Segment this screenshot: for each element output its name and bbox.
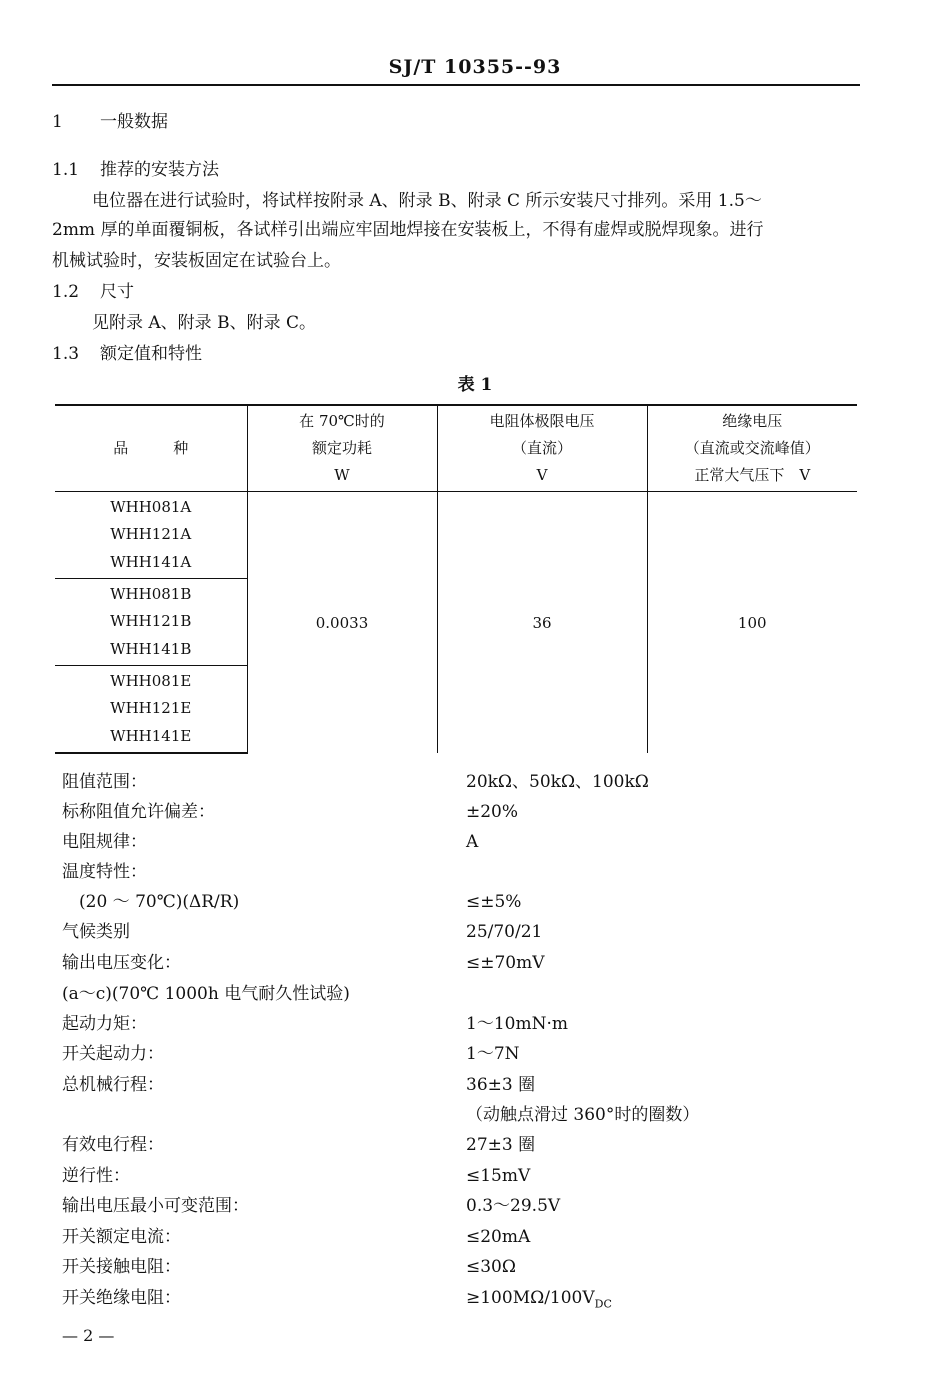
model-group-e: WHH081E WHH121E WHH141E [55, 666, 247, 754]
model-group-b: WHH081B WHH121B WHH141B [55, 579, 247, 666]
paragraph-line: 电位器在进行试验时，将试样按附录 A、附录 B、附录 C 所示安装尺寸排列。采用 1.5～ [92, 191, 762, 211]
spec-value: 27±3 圈 [466, 1135, 536, 1155]
spec-label: 输出电压变化： [62, 953, 181, 973]
spec-value: （动触点滑过 360°时的圈数） [466, 1105, 700, 1125]
spec-value: 25/70/21 [466, 922, 543, 942]
spec-label: 标称阻值允许偏差： [62, 802, 215, 822]
spec-label: 逆行性： [62, 1166, 130, 1186]
spec-label: 阻值范围： [62, 772, 147, 792]
spec-label: 总机械行程： [62, 1075, 164, 1095]
table-row [55, 492, 857, 579]
spec-label: 开关绝缘电阻： [62, 1288, 181, 1308]
header-rule [52, 84, 860, 86]
section-1-3-heading: 1.3 额定值和特性 [52, 344, 202, 364]
section-1-2-text: 见附录 A、附录 B、附录 C。 [92, 313, 316, 333]
spec-value: ≤20mA [466, 1227, 531, 1247]
rated-power-value: 0.0033 [247, 492, 437, 754]
table-header-row [55, 405, 857, 492]
spec-label: 有效电行程： [62, 1135, 164, 1155]
spec-value: ≤±70mV [466, 953, 545, 973]
insulation-voltage-value: 100 [647, 492, 857, 754]
table-caption: 表 1 [457, 375, 493, 395]
spec-value: ≤30Ω [466, 1257, 516, 1277]
spec-label: (20 ～ 70℃)(ΔR/R) [62, 892, 240, 912]
spec-value: $\ge 100M\Omega/100V_{DC}$ [466, 1288, 612, 1311]
spec-label: 电阻规律： [62, 832, 147, 852]
spec-label: 开关接触电阻： [62, 1257, 181, 1277]
spec-label: 温度特性： [62, 862, 147, 882]
spec-label: 气候类别 [62, 922, 130, 942]
spec-value: 20kΩ、50kΩ、100kΩ [466, 772, 649, 792]
standard-code-header: SJ/T 10355--93 [388, 56, 562, 78]
spec-value: 1～7N [466, 1044, 520, 1064]
spec-label: 开关额定电流： [62, 1227, 181, 1247]
spec-label: 开关起动力： [62, 1044, 164, 1064]
header-rated-power: 在 70℃时的 额定功耗 W [247, 405, 437, 492]
header-model: 品 种 [55, 405, 247, 492]
spec-value: 0.3～29.5V [466, 1196, 561, 1216]
limit-voltage-value: 36 [437, 492, 647, 754]
paragraph-line: 机械试验时，安装板固定在试验台上。 [52, 251, 341, 271]
spec-label: 起动力矩： [62, 1014, 147, 1034]
ratings-table [55, 404, 857, 754]
spec-value: 36±3 圈 [466, 1075, 536, 1095]
spec-value: 1～10mN·m [466, 1014, 568, 1034]
spec-value: A [466, 832, 479, 852]
paragraph-line: 2mm 厚的单面覆铜板，各试样引出端应牢固地焊接在安装板上，不得有虚焊或脱焊现象。进行 [52, 220, 764, 240]
section-1-heading: 1 一般数据 [52, 112, 168, 132]
section-1-1-heading: 1.1 推荐的安装方法 [52, 160, 219, 180]
spec-value: ≤±5% [466, 892, 522, 912]
section-1-2-heading: 1.2 尺寸 [52, 282, 134, 302]
spec-value: ±20% [466, 802, 519, 822]
page-number: — 2 — [62, 1326, 115, 1345]
spec-label: (a～c)(70℃ 1000h 电气耐久性试验) [62, 984, 350, 1004]
spec-value: ≤15mV [466, 1166, 531, 1186]
header-insulation-voltage: 绝缘电压 （直流或交流峰值） 正常大气压下 V [647, 405, 857, 492]
header-limit-voltage: 电阻体极限电压 （直流） V [437, 405, 647, 492]
model-group-a: WHH081A WHH121A WHH141A [55, 492, 247, 579]
spec-label: 输出电压最小可变范围： [62, 1196, 249, 1216]
